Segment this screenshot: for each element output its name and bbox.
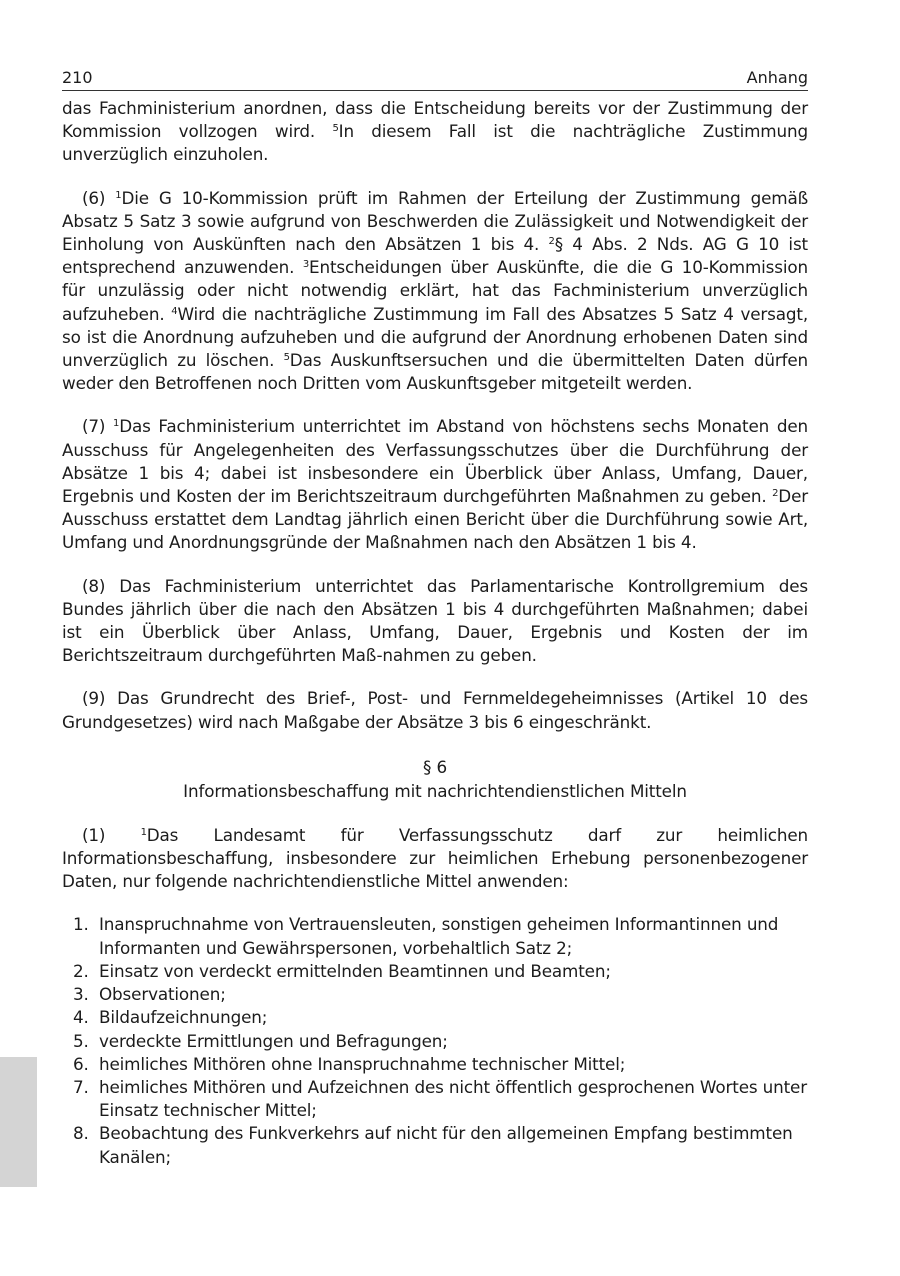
list-item-number: 7.: [73, 1076, 89, 1097]
sentence-number: 2: [772, 488, 779, 500]
sentence-number: 5: [332, 123, 339, 135]
running-section-title: Anhang: [746, 68, 808, 87]
paragraph-5-continuation: das Fachministerium anordnen, dass die Entscheidung bereits vor der Zustimmung der Kommission vollzogen wird. $^5$In diesem Fall ist die nachträgliche Zustimmung unverzüglich einzuholen.: [62, 98, 808, 165]
body-text: [62, 97, 808, 1169]
list-item-text: Einsatz von verdeckt ermittelnden Beamtinnen und Beamten;: [99, 960, 611, 981]
paragraph-8: (8) Das Fachministerium unterrichtet das Parlamentarische Kontrollgremium des Bundes jährlich über die nach den Absätzen 1 bis 4 durchgeführten Maßnahmen; dabei ist ein Überblick über Anlass, Umfang, Dauer, Ergebnis und Kosten der im Berichtszeitraum durchgeführten Maß-nahmen zu geben.: [62, 575, 808, 666]
section-6-paragraph-1: (1) $^1$Das Landesamt für Verfassungsschutz darf zur heimlichen Informationsbeschaffung, insbesondere zur heimlichen Erhebung personenbezogener Daten, nur folgende nachrichtendienstliche Mittel anwenden:: [62, 824, 808, 892]
list-item-text: heimliches Mithören ohne Inanspruchnahme technischer Mittel;: [99, 1053, 626, 1074]
list-item: [62, 1076, 808, 1122]
list-item-text: verdeckte Ermittlungen und Befragungen;: [99, 1030, 448, 1051]
list-item-number: 4.: [73, 1007, 89, 1028]
list-item: [62, 1030, 808, 1053]
page-number: 210: [62, 68, 93, 87]
sentence-number: 1: [140, 826, 147, 838]
paragraph-7: (7) $^1$Das Fachministerium unterrichtet im Abstand von höchstens sechs Monaten den Ausschuss für Angelegenheiten des Verfassungsschutzes über die Durchführung der Absätze 1 bis 4; dabei ist insbesondere ein Überblick über Anlass, Umfang, Dauer, Ergebnis und Kosten der im Berichtszeitraum durchgeführten Maßnahmen zu geben. $^2$Der Ausschuss erstattet dem Landtag jährlich einen Bericht über die Durchführung sowie Art, Umfang und Anordnungsgründe der Maßnahmen nach den Absätzen 1 bis 4.: [62, 416, 808, 553]
section-title: Informationsbeschaffung mit nachrichtendienstlichen Mitteln: [183, 780, 687, 801]
running-header: [62, 68, 808, 91]
sentence-number: 5: [283, 352, 290, 364]
paragraph-6: (6) $^1$Die G 10-Kommission prüft im Rahmen der Erteilung der Zustimmung gemäß Absatz 5 Satz 3 sowie aufgrund von Beschwerden die Zulässigkeit und Notwendigkeit der Einholung von Auskünften nach den Absätzen 1 bis 4. $^2$§ 4 Abs. 2 Nds. AG G 10 ist entsprechend anzuwenden. $^3$Entscheidungen über Auskünfte, die die G 10-Kommission für unzulässig oder nicht notwendig erklärt, hat das Fachministerium unverzüglich aufzuheben. $^4$Wird die nachträgliche Zustimmung im Fall des Absatzes 5 Satz 4 versagt, so ist die Anordnung aufzuheben und die aufgrund der Anordnung erhobenen Daten sind unverzüglich zu löschen. $^5$Das Auskunftsersuchen und die übermittelten Daten dürfen weder den Betroffenen noch Dritten vom Auskunftsgeber mitgeteilt werden.: [62, 187, 809, 394]
list-item-number: 5.: [73, 1030, 89, 1051]
means-list: [62, 913, 808, 1168]
list-item-text: heimliches Mithören und Aufzeichnen des nicht öffentlich gesprochenen Wortes unter Einsatz technischer Mittel;: [99, 1076, 807, 1121]
sentence-number: 2: [548, 236, 555, 248]
list-item-number: 3.: [73, 984, 89, 1005]
list-item-text: Beobachtung des Funkverkehrs auf nicht für den allgemeinen Empfang bestimmten Kanälen;: [99, 1123, 793, 1167]
sentence-number: 1: [115, 189, 122, 201]
list-item-number: 2.: [73, 960, 89, 981]
list-item: [62, 983, 808, 1006]
section-number: § 6: [423, 756, 447, 777]
list-item-number: 8.: [73, 1123, 89, 1144]
list-item-number: 6.: [73, 1053, 89, 1074]
sentence-number: 4: [171, 305, 178, 317]
sentence-number: 1: [113, 418, 120, 430]
list-item: [62, 1053, 808, 1076]
list-item: [62, 1122, 808, 1168]
list-item-text: Bildaufzeichnungen;: [99, 1007, 268, 1028]
thumb-index-tab: [0, 1057, 37, 1187]
list-item-text: Observationen;: [99, 984, 226, 1005]
paragraph-9: (9) Das Grundrecht des Brief-, Post- und Fernmeldegeheimnisses (Artikel 10 des Grundgesetzes) wird nach Maßgabe der Absätze 3 bis 6 eingeschränkt.: [62, 688, 808, 732]
list-item: [62, 913, 808, 959]
sentence-number: 3: [302, 259, 310, 271]
list-item-text: Inanspruchnahme von Vertrauensleuten, sonstigen geheimen Informantinnen und Informanten und Gewährspersonen, vorbehaltlich Satz 2;: [99, 914, 779, 958]
list-item: [62, 1006, 808, 1029]
list-item: [62, 960, 808, 983]
section-heading: [62, 755, 808, 803]
list-item-number: 1.: [73, 914, 89, 935]
